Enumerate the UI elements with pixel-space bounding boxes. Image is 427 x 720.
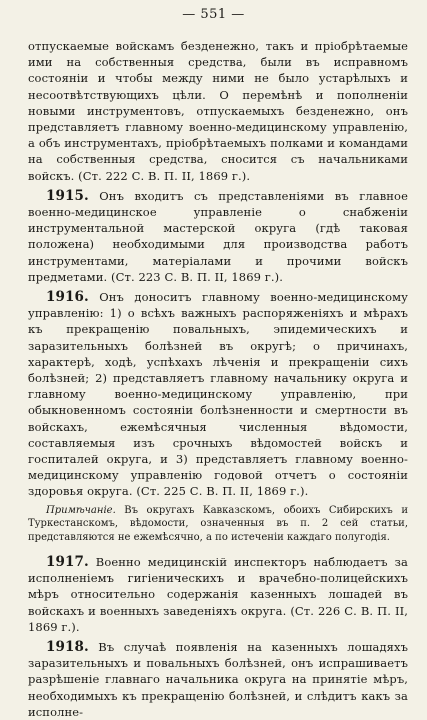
paragraph-continuation	[28, 38, 408, 184]
article-1917	[28, 554, 408, 635]
article-1916	[28, 289, 408, 500]
article-number: 1916.	[46, 289, 89, 306]
article-number: 1915.	[46, 187, 89, 204]
note-text: Въ округахъ Кавказскомъ, обоихъ Сибирскихъ и Туркестанскомъ, вѣдомости, означенныя въ п. 2 сей статьи, представляются не ежемѣсячно, а по истеченіи каждаго полугодія.	[28, 504, 408, 543]
paragraph-text: отпускаемые войскамъ безденежно, такъ и пріобрѣтаемые ими на собственныя средства, были въ исправномъ состояніи и чтобы между ними не было устарѣлыхъ и несоотвѣтствующихъ цѣли. О перемѣнѣ и пополненіи новыми инструментовъ, отпускаемыхъ безденежно, онъ представляетъ главному военно-медицинскому управленію, а объ инструментахъ, пріобрѣтаемыхъ полками и командами на собственныя средства, сносится съ начальниками войскъ. (Ст. 222 С. В. П. II, 1869 г.).	[28, 39, 408, 183]
article-text: Онъ входитъ съ представленіями въ главное военно-медицинское управленіе о снабженіи инструментальной мастерской округа (гдѣ таковая положена) необходимыми для производства работъ инструментами, матеріалами и прочими войскъ предметами. (Ст. 223 С. В. П. II, 1869 г.).	[28, 188, 408, 284]
page-number: — 551 —	[182, 7, 245, 22]
note-label: Примѣчаніе.	[46, 504, 116, 516]
note	[28, 504, 408, 544]
article-1918	[28, 639, 408, 720]
page-body	[28, 38, 408, 720]
article-text: Онъ доноситъ главному военно-медицинскому управленію: 1) о всѣхъ важныхъ распоряженіяхъ и мѣрахъ къ прекращенію повальныхъ, эпидемическихъ и заразительныхъ болѣзней въ округѣ; о причинахъ, характерѣ, ходѣ, успѣхахъ лѣченія и прекращеніи сихъ болѣзней; 2) представляетъ главному начальнику округа и главному военно-медицинскому управленію, при обыкновенномъ состояніи болѣзненности и смертности въ войскахъ, ежемѣсячныя численныя вѣдомости, составляемыя изъ срочныхъ вѣдомостей войскъ и госпиталей округа, и 3) представляетъ главному военно-медицинскому управленію годовой отчетъ о состояніи здоровья округа. (Ст. 225 С. В. П. II, 1869 г.).	[28, 290, 408, 499]
article-text: Въ случаѣ появленія на казенныхъ лошадяхъ заразительныхъ и повальныхъ болѣзней, онъ испрашиваетъ разрѣшеніе главнаго начальника округа на принятіе мѣръ, необходимыхъ къ прекращенію болѣзней, и слѣдитъ какъ за исполне-	[28, 639, 408, 719]
article-number: 1917.	[46, 553, 89, 570]
article-1915	[28, 188, 408, 285]
article-number: 1918.	[46, 638, 89, 655]
article-text: Военно медицинскій инспекторъ наблюдаетъ за исполненіемъ гигіеническихъ и врачебно-полицейскихъ мѣръ относительно содержанія казенныхъ лошадей въ войскахъ и военныхъ заведеніяхъ округа. (Ст. 226 С. В. П. II, 1869 г.).	[28, 554, 408, 634]
